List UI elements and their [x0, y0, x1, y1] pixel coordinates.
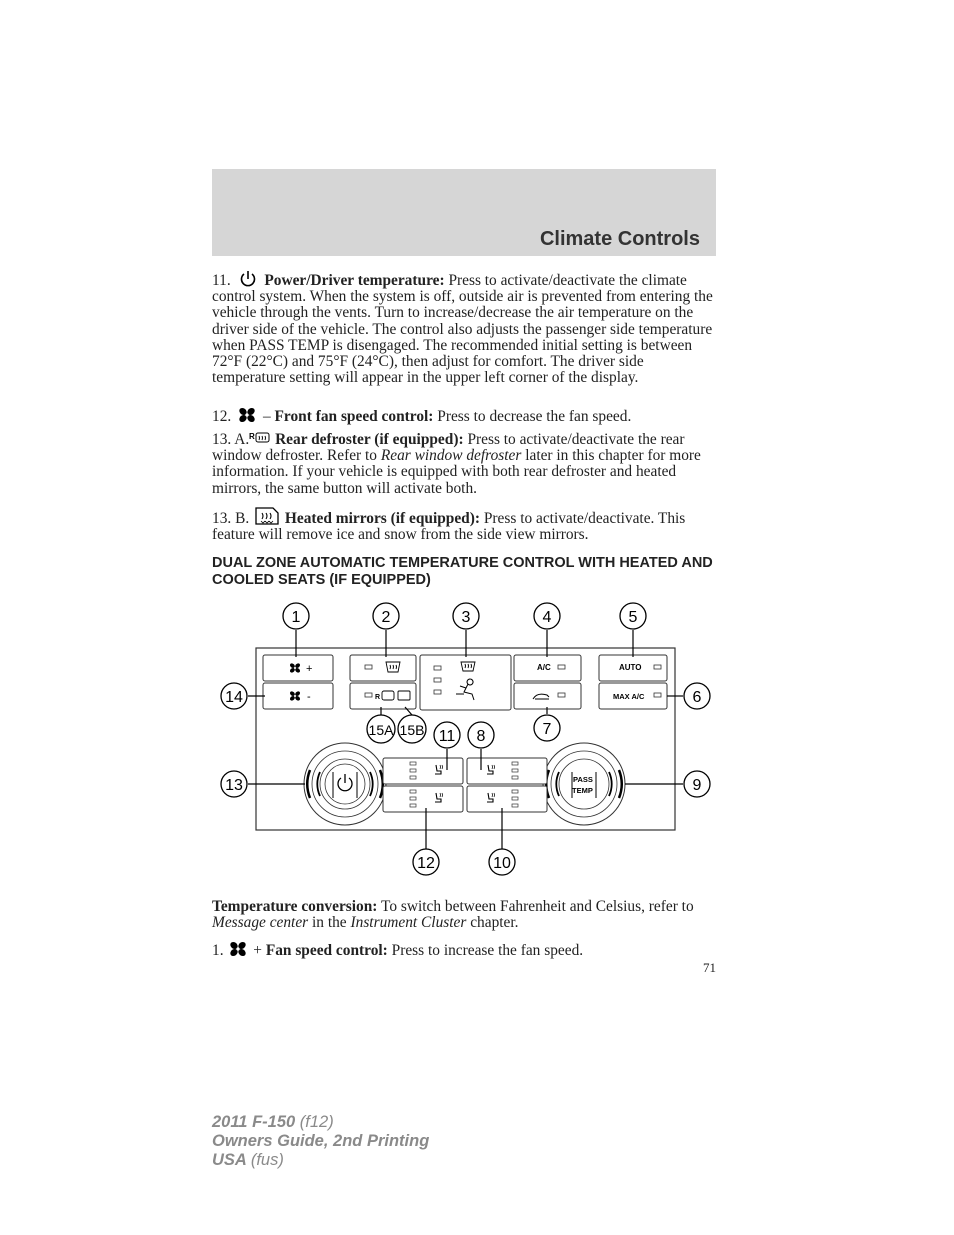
front-defrost-button[interactable] — [350, 655, 416, 681]
callout-12: 12 — [417, 855, 435, 872]
driver-heated-seat-button[interactable] — [383, 758, 463, 784]
item-term: Front fan speed control: — [274, 408, 434, 425]
fan-minus-label: - — [307, 691, 311, 703]
conversion-reference: Message center — [212, 914, 309, 932]
item-12-paragraph — [212, 406, 716, 425]
callout-11: 11 — [438, 728, 456, 745]
callout-9: 9 — [692, 777, 702, 794]
callout-4: 4 — [542, 609, 552, 626]
item-reference: Rear window defroster — [380, 447, 522, 465]
item-term: Rear defroster (if equipped): — [275, 431, 464, 448]
callout-15a: 15A — [368, 722, 394, 738]
item-number: 11. — [212, 272, 231, 289]
svg-text:R: R — [249, 432, 255, 441]
callout-7: 7 — [542, 721, 552, 738]
passenger-heated-seat-button[interactable] — [467, 758, 547, 784]
page-number: 71 — [703, 960, 716, 975]
item-number: 13. B. — [212, 510, 250, 527]
callout-3: 3 — [461, 609, 471, 626]
item-text: Press to activate/deactivate. This feature will remove ice and snow from the side view mirrors. — [212, 510, 686, 544]
callout-10: 10 — [493, 855, 511, 872]
item-text: Press to activate/deactivate the rear window defroster. Refer to — [212, 431, 685, 465]
fan-icon — [227, 940, 249, 958]
pass-label: PASS — [573, 775, 593, 784]
ac-label: A/C — [537, 663, 551, 672]
airflow-mode-button[interactable] — [420, 655, 511, 710]
footer-market-code: (fus) — [250, 1151, 284, 1169]
callout-1: 1 — [291, 609, 301, 626]
rear-defrost-mirror-button[interactable] — [350, 683, 416, 709]
item-number: 13. A. — [212, 431, 250, 448]
page-title: Climate Controls — [539, 228, 700, 250]
passenger-cooled-seat-button[interactable] — [467, 786, 547, 812]
callout-6: 6 — [692, 689, 702, 706]
fan-icon — [235, 406, 259, 424]
conversion-text: chapter. — [470, 914, 519, 932]
item-13a-paragraph — [212, 431, 716, 497]
item-text: later in this chapter for more information. If your vehicle is equipped with both rear defroster and heated mirrors, the same button will activate both. — [212, 447, 701, 497]
temp-label: TEMP — [572, 786, 593, 795]
item-term: Power/Driver temperature: — [264, 272, 445, 289]
callout-5: 5 — [628, 609, 638, 626]
item-text: Press to activate/deactivate the climate control system. When the system is off, outside air is prevented from entering the vehicle through the vents. Turn to increase/decrease the air temperature on the driver side of the vehicle. The control also adjusts the passenger side temperature when PASS TEMP is disengaged. The recommended initial setting is between 72°F (22°C) and 75°F (24°C), then adjust for comfort. The driver side temperature setting will appear in the upper left corner of the display. — [212, 272, 713, 387]
item-13b-paragraph — [212, 506, 716, 543]
fan-plus-label: + — [306, 663, 313, 675]
rear-defroster-icon — [249, 431, 271, 447]
power-icon — [235, 270, 261, 288]
footer-market: USA — [212, 1151, 247, 1169]
callout-15b: 15B — [399, 722, 425, 738]
conversion-text: in the — [312, 914, 347, 932]
item-dash: – — [262, 408, 271, 425]
fan-plus-button[interactable] — [263, 655, 333, 681]
section-heading: DUAL ZONE AUTOMATIC TEMPERATURE CONTROL WITH HEATED AND COOLED SEATS (IF EQUIPPED) — [212, 555, 713, 588]
item-11-paragraph — [212, 270, 716, 386]
header-band — [212, 169, 716, 256]
driver-cooled-seat-button[interactable] — [383, 786, 463, 812]
callout-8: 8 — [476, 728, 486, 745]
footer-guide: Owners Guide, 2nd Printing — [212, 1132, 430, 1150]
passenger-temperature-knob[interactable] — [543, 743, 625, 825]
item-text: Press to increase the fan speed. — [391, 942, 584, 959]
max-ac-label: MAX A/C — [613, 692, 645, 701]
conversion-text: To switch between Fahrenheit and Celsius, refer to — [381, 898, 694, 915]
auto-label: AUTO — [619, 663, 642, 672]
footer — [212, 1113, 429, 1170]
item-text: Press to decrease the fan speed. — [437, 408, 632, 425]
callout-14: 14 — [225, 689, 243, 706]
fan-minus-button[interactable] — [263, 683, 333, 709]
callout-2: 2 — [381, 609, 391, 626]
item-term: Fan speed control: — [265, 942, 388, 959]
item-plus: + — [253, 942, 262, 959]
item-term: Heated mirrors (if equipped): — [284, 510, 480, 527]
callout-13: 13 — [225, 777, 243, 794]
climate-control-panel-diagram — [212, 598, 716, 888]
driver-temperature-knob[interactable] — [304, 743, 386, 825]
item-number: 12. — [212, 408, 232, 425]
item-1-paragraph — [212, 940, 716, 959]
conversion-reference: Instrument Cluster — [350, 914, 467, 932]
footer-model: 2011 F-150 — [212, 1113, 296, 1131]
temperature-conversion-paragraph — [212, 899, 716, 931]
conversion-term: Temperature conversion: — [212, 898, 378, 915]
heated-mirror-icon — [253, 506, 281, 526]
rear-r-label: R — [375, 694, 381, 701]
item-number: 1. — [212, 942, 224, 959]
footer-model-code: (f12) — [299, 1113, 334, 1131]
